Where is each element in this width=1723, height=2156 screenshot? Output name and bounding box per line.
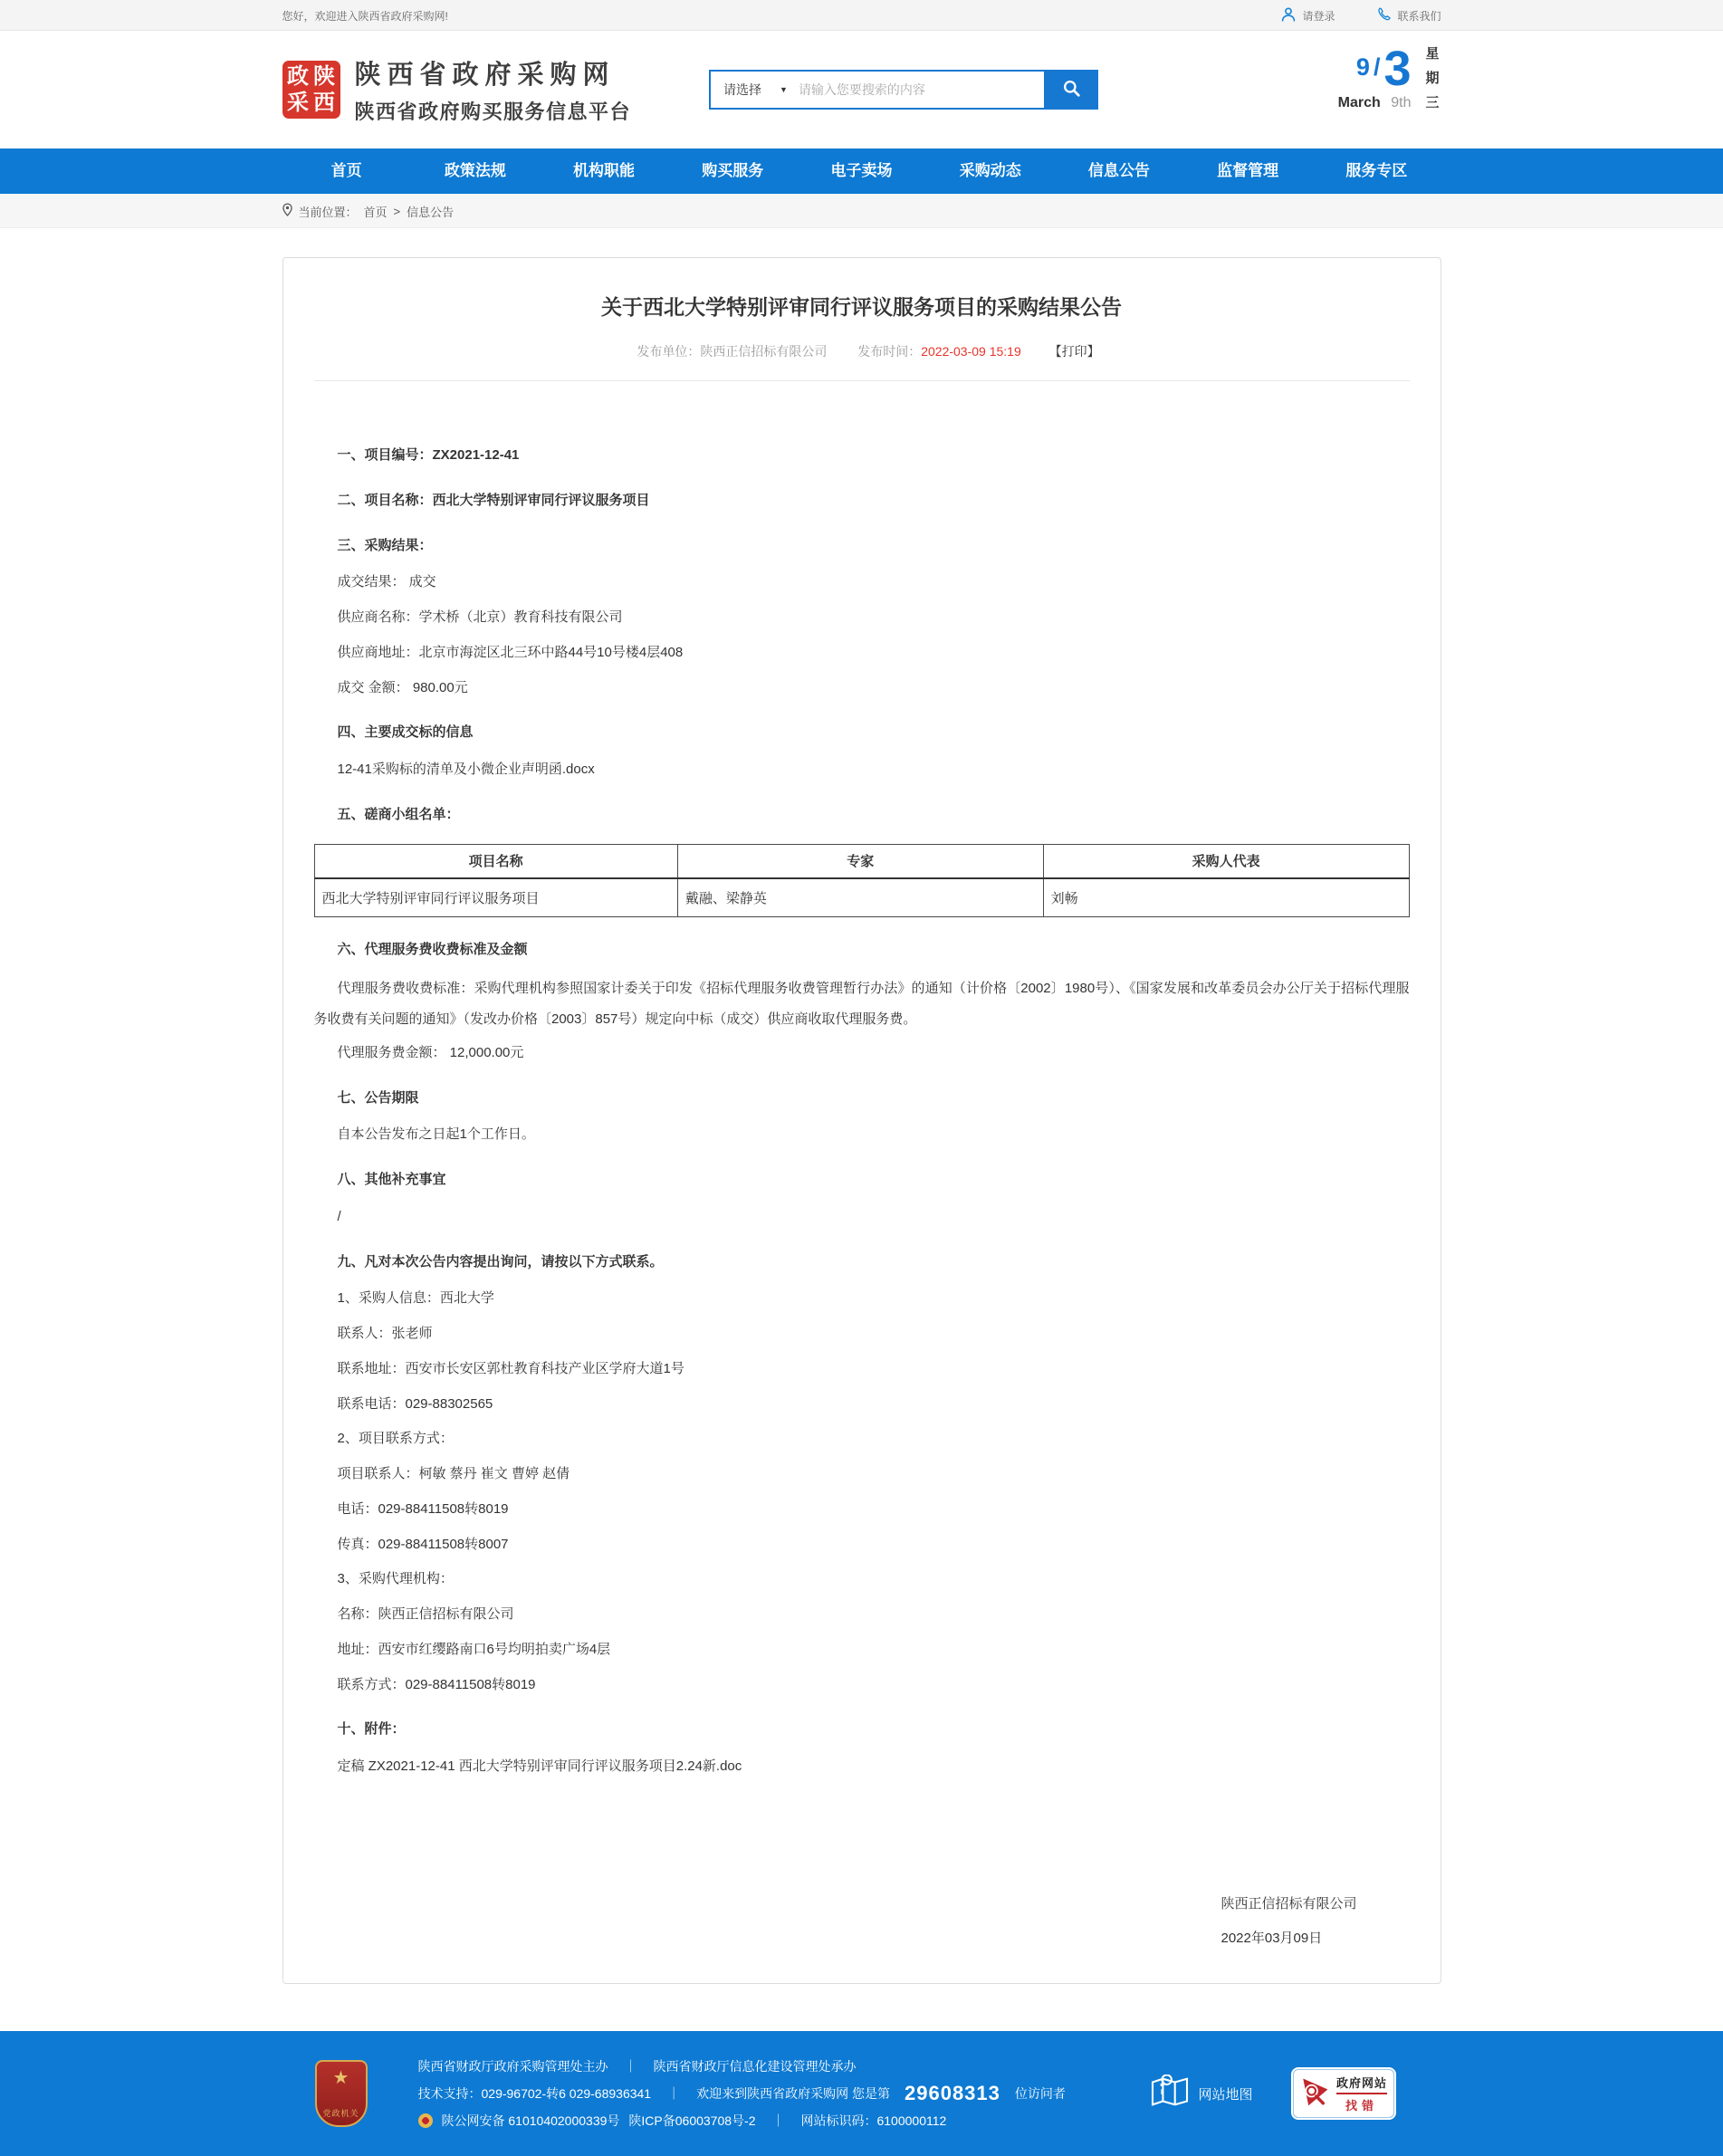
nav-item-policies[interactable]: 政策法规 xyxy=(444,162,506,179)
article-paragraph: 代理服务费收费标准：采购代理机构参照国家计委关于印发《招标代理服务收费管理暂行办法》的通知（计价格〔2002〕1980号）、《国家发展和改革委员会办公厅关于招标代理服务收费有关问题的通知》（发改办价格〔2003〕857号）规定向中标（成交）供应商收取代理服务费。 xyxy=(313,981,1410,1027)
date-slash: / xyxy=(1373,53,1381,81)
article-paragraph: 电话：029-88411508转8019 xyxy=(337,1500,509,1517)
search-select-label: 请选择 xyxy=(723,82,762,97)
article-paragraph: 定稿 ZX2021-12-41 西北大学特别评审同行评议服务项目2.24新.doc xyxy=(337,1758,742,1774)
nav-item-e-marketplace[interactable]: 电子卖场 xyxy=(830,162,893,179)
article-paragraph: 自本公告发布之日起1个工作日。 xyxy=(337,1126,535,1143)
article-body-top xyxy=(314,443,1410,828)
sitemap-icon xyxy=(1151,2075,1189,2113)
error-report-logo xyxy=(1299,2076,1330,2112)
date-month-number: 3 xyxy=(1383,42,1412,96)
article-body-bottom xyxy=(314,937,1410,1779)
contact-link[interactable] xyxy=(1376,6,1441,24)
article-paragraph: 联系地址：西安市长安区郭杜教育科技产业区学府大道1号 xyxy=(337,1360,684,1376)
site-code-text: 网站标识码：6100000112 xyxy=(800,2113,947,2129)
signature-block xyxy=(283,1789,1441,1984)
party-emblem-icon: ★ xyxy=(332,2068,349,2089)
site-header xyxy=(0,31,1723,149)
section-heading: 五、磋商小组名单： xyxy=(337,806,460,822)
nav-item-functions[interactable]: 机构职能 xyxy=(573,162,636,179)
article-paragraph: 供应商地址：北京市海淀区北三环中路44号10号楼4层408 xyxy=(337,644,684,660)
logo-char: 政 xyxy=(287,64,309,89)
visitor-count: 29608313 xyxy=(905,2082,1000,2105)
breadcrumb-home-link[interactable]: 首页 xyxy=(363,205,388,219)
gov-badge-label: 党政机关 xyxy=(322,2109,359,2119)
search-category-select[interactable] xyxy=(711,81,799,99)
search-button[interactable] xyxy=(1044,70,1098,110)
article-paragraph: 联系电话：029-88302565 xyxy=(337,1395,493,1412)
article-paragraph: 2、项目联系方式： xyxy=(337,1431,454,1447)
article-card xyxy=(282,257,1441,1984)
print-button[interactable]: 【打印】 xyxy=(1048,344,1100,359)
error-report-title: 政府网站 xyxy=(1336,2074,1387,2094)
section-heading: 一、项目编号：ZX2021-12-41 xyxy=(337,447,520,463)
publish-time: 2022-03-09 15:19 xyxy=(921,344,1021,359)
nav-item-home[interactable]: 首页 xyxy=(330,162,362,179)
section-heading: 九、凡对本次公告内容提出询问，请按以下方式联系。 xyxy=(337,1253,664,1270)
breadcrumb xyxy=(0,194,1723,228)
article-meta xyxy=(314,342,1410,381)
welcome-text: 欢迎来到陕西省政府采购网 您是第 xyxy=(696,2086,890,2102)
date-ordinal: 9th xyxy=(1391,95,1412,110)
article-paragraph: 联系人：张老师 xyxy=(337,1326,433,1341)
footer-separator: ｜ xyxy=(771,2113,785,2129)
table-header-row xyxy=(314,844,1409,878)
error-report-box[interactable] xyxy=(1293,2069,1394,2118)
user-icon xyxy=(1280,6,1297,25)
table-row xyxy=(314,878,1409,916)
article-paragraph: 项目联系人：柯敏 蔡丹 崔文 曹婷 赵倩 xyxy=(337,1466,570,1481)
search-bar xyxy=(709,70,1098,110)
sitemap-link[interactable] xyxy=(1151,2075,1252,2113)
article-paragraph: 供应商名称：学术桥（北京）教育科技有限公司 xyxy=(337,609,623,625)
gov-badge xyxy=(315,2060,368,2127)
beian-text[interactable]: 陕公网安备 61010402000339号 xyxy=(441,2113,620,2129)
footer-separator: ｜ xyxy=(624,2059,637,2075)
co-organizer-text: 陕西省财政厅信息化建设管理处承办 xyxy=(653,2059,857,2075)
article-paragraph: 12-41采购标的清单及小微企业声明函.docx xyxy=(337,762,595,777)
table-cell: 戴融、梁静英 xyxy=(677,878,1043,916)
section-heading: 三、采购结果： xyxy=(337,537,433,553)
site-title: 陕西省政府采购网 xyxy=(354,61,616,90)
article-paragraph: 地址：西安市红缨路南口6号均明拍卖广场4层 xyxy=(337,1641,611,1657)
article-paragraph: 名称：陕西正信招标有限公司 xyxy=(337,1606,514,1622)
contact-label: 联系我们 xyxy=(1397,9,1441,23)
logo-char: 西 xyxy=(313,91,335,115)
tech-support-text: 技术支持：029-96702-转6 029-68936341 xyxy=(417,2086,652,2102)
site-logo[interactable] xyxy=(282,61,340,119)
nav-item-announcements[interactable]: 信息公告 xyxy=(1087,162,1150,179)
nav-item-service-zone[interactable]: 服务专区 xyxy=(1345,162,1408,179)
article-paragraph: / xyxy=(337,1208,341,1224)
nav-item-supervision[interactable]: 监督管理 xyxy=(1217,162,1279,179)
article-title: 关于西北大学特别评审同行评议服务项目的采购结果公告 xyxy=(601,295,1122,319)
article-paragraph: 传真：029-88411508转8007 xyxy=(337,1536,509,1552)
chevron-down-icon: ▼ xyxy=(780,85,788,94)
publisher-label: 发布单位： xyxy=(637,344,701,359)
visitor-suffix: 位访问者 xyxy=(1014,2086,1066,2102)
publisher-name: 陕西正信招标有限公司 xyxy=(700,344,828,359)
article-paragraph: 成交 金额： 980.00元 xyxy=(337,679,468,695)
section-heading: 六、代理服务费收费标准及金额 xyxy=(337,941,528,957)
section-heading: 四、主要成交标的信息 xyxy=(337,724,474,741)
table-cell: 西北大学特别评审同行评议服务项目 xyxy=(314,878,677,916)
icp-text[interactable]: 陕ICP备06003708号-2 xyxy=(628,2113,756,2129)
login-link[interactable] xyxy=(1280,6,1335,25)
section-heading: 二、项目名称：西北大学特别评审同行评议服务项目 xyxy=(337,492,650,508)
main-content xyxy=(0,228,1723,2031)
publish-time-label: 发布时间： xyxy=(857,344,922,359)
main-nav xyxy=(0,149,1723,194)
table-header-cell: 项目名称 xyxy=(314,844,677,878)
page-footer xyxy=(0,2031,1723,2156)
footer-organizer-line xyxy=(418,2057,1066,2075)
sitemap-label: 网站地图 xyxy=(1198,2086,1253,2103)
article-paragraph: 代理服务费金额： 12,000.00元 xyxy=(337,1044,524,1060)
error-report-action: 找错 xyxy=(1345,2099,1378,2113)
table-header-cell: 采购人代表 xyxy=(1043,844,1409,878)
expert-table xyxy=(314,844,1410,917)
site-subtitle: 陕西省政府购买服务信息平台 xyxy=(354,101,632,123)
date-weekday: 星期三 xyxy=(1423,46,1440,120)
article-paragraph: 1、采购人信息：西北大学 xyxy=(337,1290,494,1307)
footer-beian-line xyxy=(418,2112,1066,2130)
organizer-text: 陕西省财政厅政府采购管理处主办 xyxy=(417,2059,608,2075)
table-header-cell: 专家 xyxy=(677,844,1043,878)
date-month-name: March xyxy=(1337,95,1381,110)
breadcrumb-prefix: 当前位置： xyxy=(298,205,358,219)
search-icon xyxy=(1062,79,1081,101)
section-heading: 七、公告期限 xyxy=(337,1089,419,1106)
article-paragraph: 3、采购代理机构： xyxy=(337,1571,454,1587)
breadcrumb-separator: > xyxy=(393,204,401,218)
top-bar xyxy=(0,0,1723,31)
nav-item-procurement-news[interactable]: 采购动态 xyxy=(959,162,1021,179)
footer-support-line xyxy=(418,2082,1066,2105)
phone-icon xyxy=(1376,6,1392,24)
breadcrumb-current[interactable]: 信息公告 xyxy=(407,205,455,219)
logo-char: 采 xyxy=(287,91,309,115)
date-widget xyxy=(1337,42,1441,133)
article-paragraph: 联系方式：029-88411508转8019 xyxy=(337,1676,536,1692)
date-day: 9 xyxy=(1355,53,1370,81)
footer-separator: ｜ xyxy=(667,2086,681,2102)
police-badge-icon xyxy=(418,2113,433,2128)
location-pin-icon xyxy=(282,203,292,219)
article-paragraph: 成交结果： 成交 xyxy=(337,574,436,590)
table-cell: 刘畅 xyxy=(1043,878,1409,916)
signature-company: 陕西正信招标有限公司 xyxy=(1220,1895,1357,1912)
section-heading: 十、附件： xyxy=(337,1721,406,1738)
signature-date: 2022年03月09日 xyxy=(1220,1931,1323,1946)
section-heading: 八、其他补充事宜 xyxy=(337,1172,446,1187)
login-label: 请登录 xyxy=(1302,9,1335,23)
greeting-text: 您好，欢迎进入陕西省政府采购网! xyxy=(282,9,448,23)
logo-char: 陕 xyxy=(313,64,335,89)
nav-item-purchase-services[interactable]: 购买服务 xyxy=(702,162,764,179)
article-body xyxy=(283,381,1441,1779)
